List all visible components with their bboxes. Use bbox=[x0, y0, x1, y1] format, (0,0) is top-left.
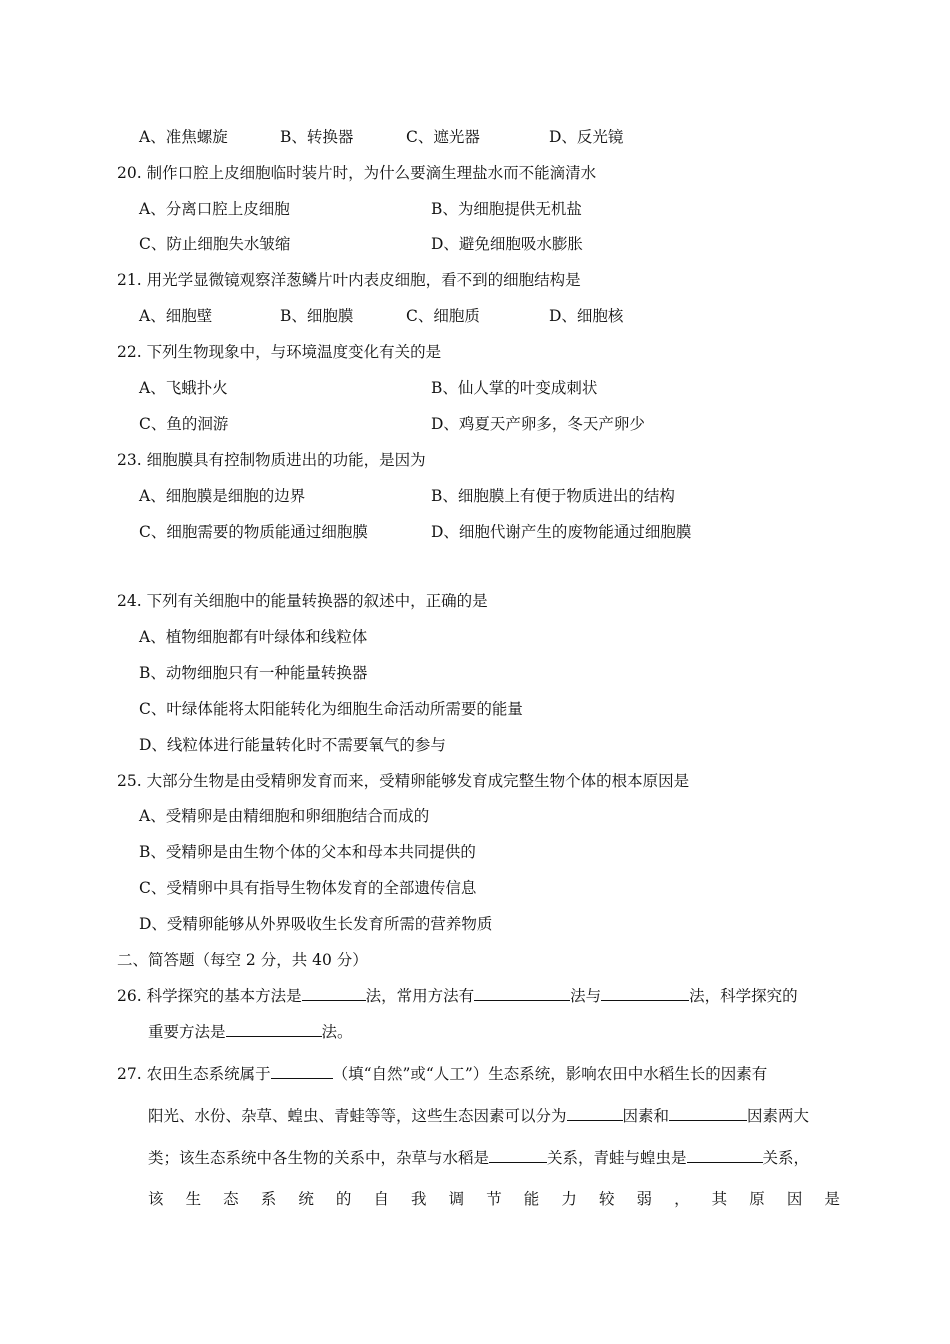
q27-char: 是 bbox=[824, 1190, 840, 1208]
q27-char: 我 bbox=[411, 1190, 427, 1208]
q27-text-4: 因素和 bbox=[622, 1107, 670, 1125]
q23-option-b: B、细胞膜上有便于物质进出的结构 bbox=[431, 487, 675, 505]
q19-option-a: A、准焦螺旋 bbox=[139, 128, 228, 146]
q21-stem: 21. 用光学显微镜观察洋葱鳞片叶内表皮细胞，看不到的细胞结构是 bbox=[117, 271, 581, 289]
q27-text-1: 27. 农田生态系统属于 bbox=[117, 1065, 271, 1083]
q23-option-d: D、细胞代谢产生的废物能通过细胞膜 bbox=[431, 523, 692, 541]
q27-line-3 bbox=[148, 1148, 809, 1168]
q26-text-1: 26. 科学探究的基本方法是 bbox=[117, 987, 302, 1005]
q27-char: 力 bbox=[561, 1190, 577, 1208]
q25-stem: 25. 大部分生物是由受精卵发育而来，受精卵能够发育成完整生物个体的根本原因是 bbox=[117, 772, 690, 790]
q26-text-6: 法。 bbox=[321, 1023, 353, 1041]
q26-blank-1[interactable] bbox=[302, 986, 366, 1001]
q27-char: 统 bbox=[298, 1190, 314, 1208]
q27-char: 生 bbox=[185, 1190, 202, 1208]
q27-text-2: （填“自然”或“人工”）生态系统，影响农田中水稻生长的因素有 bbox=[332, 1065, 768, 1083]
q27-blank-5[interactable] bbox=[687, 1148, 763, 1163]
q26-text-4: 法，科学探究的 bbox=[689, 987, 798, 1005]
q27-blank-3[interactable] bbox=[669, 1106, 747, 1121]
q21-option-d: D、细胞核 bbox=[549, 307, 624, 325]
q20-option-b: B、为细胞提供无机盐 bbox=[431, 200, 582, 218]
q27-text-6: 类；该生态系统中各生物的关系中，杂草与水稻是 bbox=[148, 1149, 490, 1167]
q27-text-8: 关系， bbox=[762, 1149, 810, 1167]
q21-option-c: C、细胞质 bbox=[406, 307, 480, 325]
q20-option-c: C、防止细胞失水皱缩 bbox=[139, 235, 291, 253]
q26-text-2: 法，常用方法有 bbox=[365, 987, 475, 1005]
q27-blank-1[interactable] bbox=[271, 1064, 333, 1079]
q26-text-3: 法与 bbox=[570, 987, 602, 1005]
q27-char: 因 bbox=[786, 1190, 803, 1208]
q24-option-b: B、动物细胞只有一种能量转换器 bbox=[139, 664, 368, 682]
q22-option-c: C、鱼的洄游 bbox=[139, 415, 229, 433]
q24-option-c: C、叶绿体能将太阳能转化为细胞生命活动所需要的能量 bbox=[139, 700, 523, 718]
q27-char: 该 bbox=[148, 1190, 164, 1208]
q27-line-2 bbox=[148, 1106, 809, 1126]
q27-char: 的 bbox=[335, 1190, 352, 1208]
q26-blank-3[interactable] bbox=[601, 986, 689, 1001]
q22-option-d: D、鸡夏天产卵多，冬天产卵少 bbox=[431, 415, 645, 433]
q19-option-c: C、遮光器 bbox=[406, 128, 480, 146]
q20-option-d: D、避免细胞吸水膨胀 bbox=[431, 235, 583, 253]
section-heading: 二、简答题（每空 2 分，共 40 分） bbox=[117, 951, 368, 969]
q24-stem: 24. 下列有关细胞中的能量转换器的叙述中，正确的是 bbox=[117, 592, 488, 610]
q26-blank-4[interactable] bbox=[226, 1022, 322, 1037]
q27-char: 自 bbox=[373, 1190, 389, 1208]
q27-line-4 bbox=[148, 1189, 840, 1209]
q27-text-7: 关系，青蛙与蝗虫是 bbox=[547, 1149, 687, 1167]
q27-char: 弱 bbox=[636, 1190, 653, 1208]
q22-stem: 22. 下列生物现象中，与环境温度变化有关的是 bbox=[117, 343, 442, 361]
q21-option-b: B、细胞膜 bbox=[280, 307, 354, 325]
q24-option-d: D、线粒体进行能量转化时不需要氧气的参与 bbox=[139, 736, 446, 754]
q25-option-a: A、受精卵是由精细胞和卵细胞结合而成的 bbox=[139, 807, 430, 825]
q27-char: 节 bbox=[486, 1190, 502, 1208]
q27-char: ， bbox=[674, 1190, 690, 1208]
q23-stem: 23. 细胞膜具有控制物质进出的功能，是因为 bbox=[117, 451, 426, 469]
q22-option-a: A、飞蛾扑火 bbox=[139, 379, 228, 397]
q27-line-1 bbox=[117, 1064, 767, 1084]
q27-text-5: 因素两大 bbox=[747, 1107, 810, 1125]
q23-option-a: A、细胞膜是细胞的边界 bbox=[139, 487, 306, 505]
q19-option-b: B、转换器 bbox=[280, 128, 354, 146]
q27-char: 能 bbox=[523, 1190, 540, 1208]
q27-blank-2[interactable] bbox=[567, 1106, 623, 1121]
q25-option-c: C、受精卵中具有指导生物体发育的全部遗传信息 bbox=[139, 879, 477, 897]
q25-option-b: B、受精卵是由生物个体的父本和母本共同提供的 bbox=[139, 843, 476, 861]
q19-option-d: D、反光镜 bbox=[549, 128, 624, 146]
q20-option-a: A、分离口腔上皮细胞 bbox=[139, 200, 290, 218]
q26-line-2 bbox=[148, 1022, 353, 1042]
q21-option-a: A、细胞壁 bbox=[139, 307, 213, 325]
q24-option-a: A、植物细胞都有叶绿体和线粒体 bbox=[139, 628, 368, 646]
q27-char: 较 bbox=[598, 1190, 615, 1208]
q27-text-3: 阳光、水份、杂草、蝗虫、青蛙等等，这些生态因素可以分为 bbox=[148, 1107, 567, 1125]
q22-option-b: B、仙人掌的叶变成刺状 bbox=[431, 379, 598, 397]
q27-char: 原 bbox=[749, 1190, 765, 1208]
q23-option-c: C、细胞需要的物质能通过细胞膜 bbox=[139, 523, 368, 541]
q25-option-d: D、受精卵能够从外界吸收生长发育所需的营养物质 bbox=[139, 915, 493, 933]
q27-char: 其 bbox=[711, 1190, 728, 1208]
q27-char: 系 bbox=[260, 1190, 277, 1208]
q26-blank-2[interactable] bbox=[474, 986, 570, 1001]
q26-line-1 bbox=[117, 986, 798, 1006]
q20-stem: 20. 制作口腔上皮细胞临时装片时，为什么要滴生理盐水而不能滴清水 bbox=[117, 164, 597, 182]
q27-blank-4[interactable] bbox=[489, 1148, 547, 1163]
q26-text-5: 重要方法是 bbox=[148, 1023, 226, 1041]
q27-char: 调 bbox=[448, 1190, 465, 1208]
q27-char: 态 bbox=[223, 1190, 239, 1208]
